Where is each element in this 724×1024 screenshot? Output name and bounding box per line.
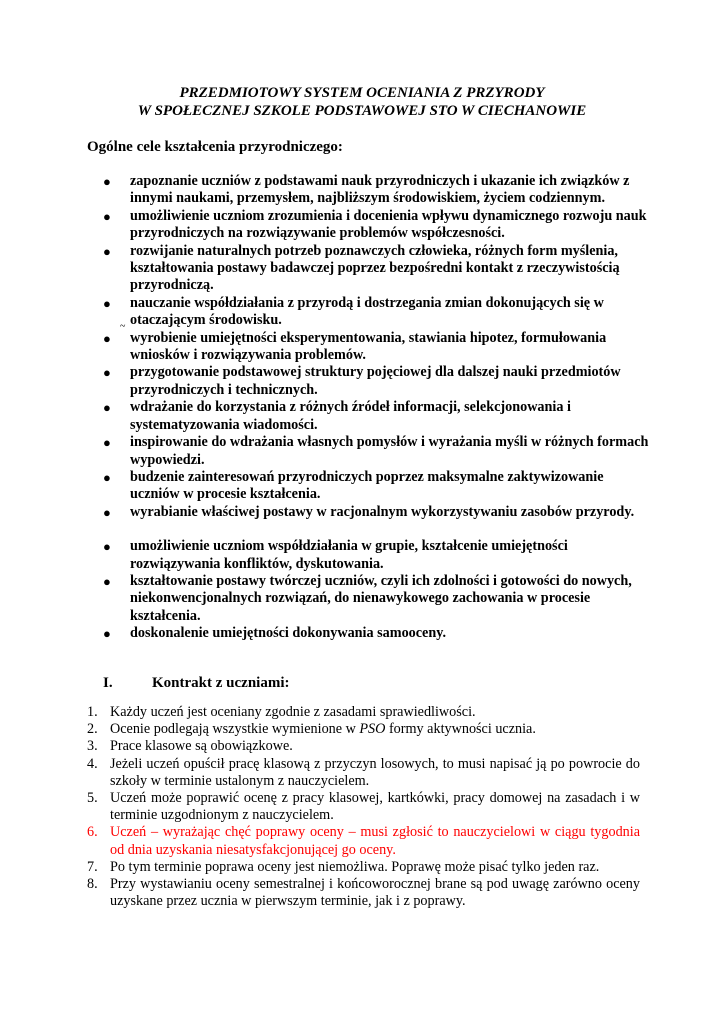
rule-number: 6. bbox=[87, 824, 98, 841]
bullet-icon: ● bbox=[103, 208, 111, 224]
goal-item bbox=[0, 434, 650, 469]
rule-item bbox=[0, 790, 640, 824]
goal-text: wyrobienie umiejętności eksperymentowania, stawiania hipotez, formułowania wniosków i rozwiązywania problemów. bbox=[130, 329, 607, 364]
rule-item bbox=[0, 721, 640, 738]
rule-item-highlighted bbox=[0, 824, 640, 858]
rule-text: Jeżeli uczeń opuścił pracę klasową z przyczyn losowych, to musi napisać ją po powrocie do szkoły w terminie ustalonym z nauczycielem. bbox=[110, 755, 640, 789]
bullet-icon: ● bbox=[103, 365, 111, 381]
goal-text: budzenie zainteresowań przyrodniczych poprzez maksymalne zaktywizowanie uczniów w procesie kształcenia. bbox=[130, 468, 604, 503]
goal-item bbox=[0, 625, 650, 642]
bullet-icon: ● bbox=[103, 330, 111, 346]
goals-list bbox=[0, 173, 724, 643]
goal-text: rozwijanie naturalnych potrzeb poznawczych człowieka, różnych form myślenia, kształtowania postawy badawczej poprzez bezpośredni kontakt z rzeczywistością przyrodniczą. bbox=[130, 242, 620, 294]
goal-text: zapoznanie uczniów z podstawami nauk przyrodniczych i ukazanie ich związków z innymi naukami, przemysłem, najbliższym środowiskiem, życiem codziennym. bbox=[130, 173, 630, 207]
rule-item bbox=[0, 859, 640, 876]
goal-text: umożliwienie uczniom zrozumienia i docenienia wpływu dynamicznego rozwoju nauk przyrodniczych na rozwiązywanie problemów współczesności. bbox=[130, 207, 647, 242]
goal-item bbox=[0, 173, 650, 208]
goal-item bbox=[0, 469, 650, 504]
rule-text: Po tym terminie poprawa oceny jest niemożliwa. Poprawę może pisać tylko jeden raz. bbox=[110, 858, 600, 875]
goals-heading: Ogólne cele kształcenia przyrodniczego: bbox=[87, 139, 343, 155]
rule-text-emphasis: PSO bbox=[359, 721, 386, 738]
document-title-line-1: PRZEDMIOTOWY SYSTEM OCENIANIA Z PRZYRODY bbox=[179, 85, 545, 101]
goal-item bbox=[0, 573, 650, 625]
rules-list bbox=[0, 704, 724, 910]
rule-text: Uczeń – wyrażając chęć poprawy oceny – musi zgłosić to nauczycielowi w ciągu tygodnia od dnia uzyskania niesatysfakcjonującej go oceny. bbox=[110, 824, 640, 858]
bullet-icon: ● bbox=[103, 469, 111, 485]
bullet-icon: ● bbox=[103, 573, 111, 589]
goal-text: inspirowanie do wdrażania własnych pomysłów i wyrażania myśli w różnych formach wypowiedzi. bbox=[130, 434, 649, 468]
rule-item bbox=[0, 756, 640, 790]
goal-item bbox=[0, 538, 650, 573]
goal-item bbox=[0, 364, 650, 399]
bullet-icon: ● bbox=[103, 400, 111, 416]
rule-text: Prace klasowe są obowiązkowe. bbox=[110, 738, 293, 755]
rule-number: 2. bbox=[87, 721, 98, 738]
rule-number: 3. bbox=[87, 738, 98, 755]
rule-text: Przy wystawianiu oceny semestralnej i końcoworocznej brane są pod uwagę zarówno oceny uzyskane przez ucznia w pierwszym terminie, jak i z poprawy. bbox=[110, 876, 640, 910]
rule-text-post: formy aktywności ucznia. bbox=[385, 721, 536, 738]
goal-text: doskonalenie umiejętności dokonywania samooceny. bbox=[130, 625, 447, 642]
goal-item bbox=[0, 295, 650, 330]
rule-text: Każdy uczeń jest oceniany zgodnie z zasadami sprawiedliwości. bbox=[110, 704, 476, 720]
goal-item bbox=[0, 504, 650, 521]
section-title: Kontrakt z uczniami: bbox=[152, 675, 290, 691]
bullet-icon: ● bbox=[103, 295, 111, 311]
bullet-icon: ● bbox=[103, 243, 111, 259]
bullet-icon: ● bbox=[103, 504, 111, 520]
bullet-icon: ● bbox=[103, 539, 111, 555]
goal-item bbox=[0, 399, 650, 434]
goal-text: nauczanie współdziałania z przyrodą i dostrzegania zmian dokonujących się w otaczającym środowisku. bbox=[130, 294, 604, 329]
bullet-icon: ● bbox=[103, 626, 111, 642]
goal-text: wyrabianie właściwej postawy w racjonalnym wykorzystywaniu zasobów przyrody. bbox=[130, 503, 635, 520]
rule-number: 5. bbox=[87, 790, 98, 807]
section-heading bbox=[103, 674, 289, 692]
rule-item bbox=[0, 876, 640, 910]
rule-number: 1. bbox=[87, 704, 98, 720]
goal-text: przygotowanie podstawowej struktury pojęciowej dla dalszej nauki przedmiotów przyrodniczych i technicznych. bbox=[130, 364, 621, 398]
stray-mark: ~ bbox=[120, 321, 126, 332]
goal-item bbox=[0, 330, 650, 365]
bullet-icon: ● bbox=[103, 174, 111, 189]
goal-text: umożliwienie uczniom współdziałania w grupie, kształcenie umiejętności rozwiązywania konfliktów, dyskutowania. bbox=[130, 538, 568, 572]
rule-number: 4. bbox=[87, 755, 98, 772]
bullet-icon: ● bbox=[103, 435, 111, 451]
rule-number: 8. bbox=[87, 876, 98, 893]
document-title-line-2: W SPOŁECZNEJ SZKOLE PODSTAWOWEJ STO W CIECHANOWIE bbox=[137, 103, 587, 119]
goal-text: wdrażanie do korzystania z różnych źródeł informacji, selekcjonowania i systematyzowania wiadomości. bbox=[130, 399, 571, 433]
goal-item bbox=[0, 208, 650, 243]
rule-item bbox=[0, 738, 640, 755]
rule-text: Uczeń może poprawić ocenę z pracy klasowej, kartkówki, pracy domowej na zasadach i w terminie uzgodnionym z nauczycielem. bbox=[110, 790, 640, 824]
section-number: I. bbox=[103, 675, 113, 691]
rule-text-pre: Ocenie podlegają wszystkie wymienione w bbox=[110, 721, 360, 738]
rule-item bbox=[0, 704, 640, 721]
goal-text: kształtowanie postawy twórczej uczniów, czyli ich zdolności i gotowości do nowych, niekonwencjonalnych rozwiązań, do nienawykowego zachowania w procesie kształcenia. bbox=[130, 572, 632, 624]
rule-number: 7. bbox=[87, 858, 98, 875]
goal-item bbox=[0, 243, 650, 295]
